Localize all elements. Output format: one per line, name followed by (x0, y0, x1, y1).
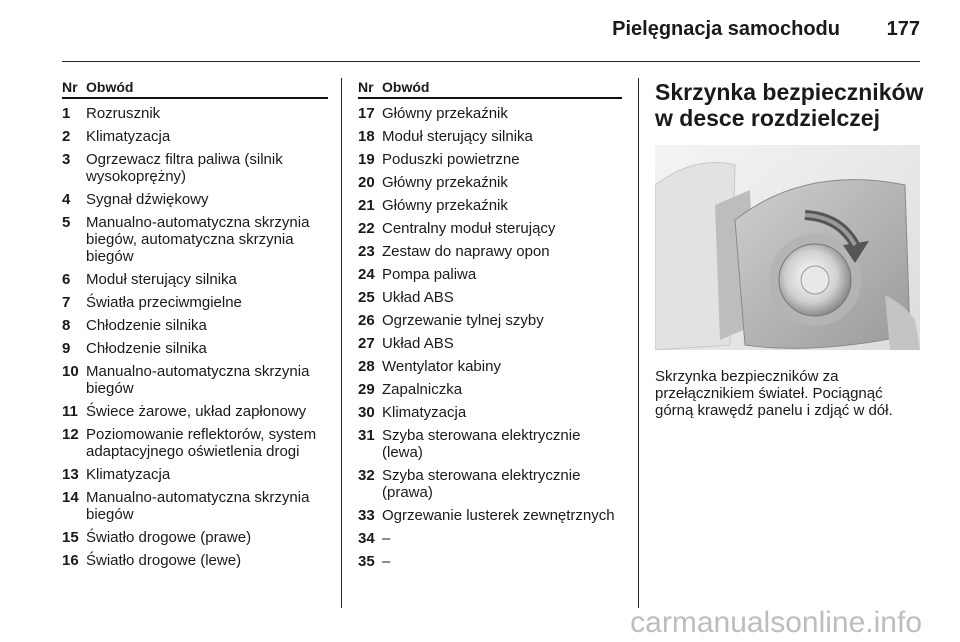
table-row (62, 363, 328, 397)
table-row (358, 128, 622, 145)
fuse-number: 6 (62, 271, 71, 288)
fuse-box-drawing (655, 145, 920, 350)
fuse-circuit: Główny przekaźnik (382, 105, 508, 122)
fuse-number: 29 (358, 381, 375, 398)
fuse-number: 26 (358, 312, 375, 329)
fuse-circuit: Poduszki powietrzne (382, 151, 520, 168)
fuse-circuit: Poziomowanie reflektorów, system adaptacyjnego oświetlenia drogi (86, 426, 317, 460)
fuse-number: 2 (62, 128, 71, 145)
fuse-number: 17 (358, 105, 375, 122)
table-row (358, 174, 622, 191)
fuse-circuit: Szyba sterowana elektrycznie (prawa) (382, 467, 581, 501)
table-row (62, 529, 328, 546)
fuse-number: 3 (62, 151, 71, 168)
column-divider-right (638, 78, 639, 608)
fuse-number: 4 (62, 191, 71, 208)
fuse-circuit: Ogrzewanie tylnej szyby (382, 312, 544, 329)
table-row (358, 105, 622, 122)
fuse-number: 15 (62, 529, 79, 546)
fuse-circuit: Światło drogowe (prawe) (86, 529, 252, 546)
table-row (62, 317, 328, 334)
table-header (62, 79, 328, 99)
column-divider-left (341, 78, 342, 608)
fuse-circuit: Rozrusznik (86, 105, 161, 122)
fuse-circuit: Główny przekaźnik (382, 174, 508, 191)
table-row (358, 427, 622, 461)
fuse-number: 12 (62, 426, 79, 443)
fuse-circuit: Główny przekaźnik (382, 197, 508, 214)
fuse-number: 27 (358, 335, 375, 352)
fuse-circuit: Ogrzewanie lusterek zewnętrznych (382, 507, 615, 524)
table-row (62, 105, 328, 122)
table-row (62, 426, 328, 460)
fuse-number: 5 (62, 214, 71, 231)
section-title (655, 79, 925, 131)
fuse-circuit: Manualno-automatyczna skrzynia biegów (86, 489, 310, 523)
page-number: 177 (886, 18, 920, 40)
fuse-number: 33 (358, 507, 375, 524)
fuse-circuit: Układ ABS (382, 289, 454, 306)
table-row (62, 151, 328, 185)
fuse-table-right (358, 79, 622, 570)
table-row (62, 466, 328, 483)
fuse-circuit: Chłodzenie silnika (86, 317, 207, 334)
table-row (358, 312, 622, 329)
table-row (358, 381, 622, 398)
fuse-number: 18 (358, 128, 375, 145)
header-circuit: Obwód (86, 79, 134, 95)
table-row (358, 220, 622, 237)
fuse-circuit: Klimatyzacja (86, 128, 171, 145)
fuse-number: 8 (62, 317, 71, 334)
fuse-number: 32 (358, 467, 375, 484)
table-row (358, 530, 622, 547)
fuse-number: 24 (358, 266, 375, 283)
fuse-circuit: Zapalniczka (382, 381, 463, 398)
table-row (358, 243, 622, 260)
fuse-circuit: Światła przeciwmgielne (86, 294, 242, 311)
fuse-number: 22 (358, 220, 375, 237)
fuse-circuit: Pompa paliwa (382, 266, 477, 283)
fuse-number: 11 (62, 403, 78, 420)
table-row (62, 340, 328, 357)
fuse-circuit: Klimatyzacja (382, 404, 467, 421)
table-row (358, 151, 622, 168)
section-title-line1: Skrzynka bezpieczników (655, 79, 924, 105)
header-nr: Nr (62, 79, 78, 95)
fuse-number: 21 (358, 197, 375, 214)
fuse-circuit: Świece żarowe, układ zapłonowy (86, 403, 307, 420)
fuse-circuit: Światło drogowe (lewe) (86, 552, 242, 569)
table-row (62, 552, 328, 569)
table-row (358, 553, 622, 570)
fuse-circuit: – (382, 553, 391, 570)
fuse-number: 16 (62, 552, 79, 569)
section-title-line2: w desce rozdzielczej (655, 105, 880, 131)
table-row (62, 191, 328, 208)
table-header (358, 79, 622, 99)
fuse-circuit: Szyba sterowana elektrycznie (lewa) (382, 427, 581, 461)
fuse-number: 9 (62, 340, 71, 357)
watermark: carmanualsonline.info (630, 606, 922, 639)
table-row (358, 507, 622, 524)
fuse-box-illustration (655, 145, 920, 350)
fuse-number: 20 (358, 174, 375, 191)
header-nr: Nr (358, 79, 374, 95)
fuse-number: 13 (62, 466, 79, 483)
table-row (62, 214, 328, 265)
fuse-circuit: Moduł sterujący silnika (382, 128, 533, 145)
fuse-number: 1 (62, 105, 71, 122)
page-title: Pielęgnacja samochodu (612, 18, 840, 40)
fuse-circuit: Wentylator kabiny (382, 358, 501, 375)
fuse-circuit: Sygnał dźwiękowy (86, 191, 209, 208)
table-row (62, 294, 328, 311)
fuse-number: 23 (358, 243, 375, 260)
fuse-circuit: – (382, 530, 391, 547)
fuse-table-left (62, 79, 328, 569)
header-circuit: Obwód (382, 79, 430, 95)
fuse-number: 31 (358, 427, 375, 444)
table-row (62, 489, 328, 523)
fuse-circuit: Centralny moduł sterujący (382, 220, 556, 237)
table-row (358, 197, 622, 214)
fuse-number: 19 (358, 151, 375, 168)
table-row (358, 289, 622, 306)
table-row (62, 271, 328, 288)
fuse-box-section (655, 79, 925, 419)
fuse-number: 34 (358, 530, 375, 547)
table-row (62, 128, 328, 145)
fuse-number: 30 (358, 404, 375, 421)
fuse-circuit: Ogrzewacz filtra paliwa (silnik wysokoprężny) (86, 151, 283, 185)
fuse-circuit: Moduł sterujący silnika (86, 271, 237, 288)
fuse-number: 14 (62, 489, 79, 506)
fuse-number: 10 (62, 363, 79, 380)
figure-caption: Skrzynka bezpieczników za przełącznikiem świateł. Pociągnąć górną krawędź panelu i zdjąć w dół. (655, 368, 893, 419)
fuse-number: 35 (358, 553, 375, 570)
table-row (62, 403, 328, 420)
table-row (358, 358, 622, 375)
table-row (358, 404, 622, 421)
fuse-number: 25 (358, 289, 375, 306)
fuse-number: 28 (358, 358, 375, 375)
table-row (358, 467, 622, 501)
table-row (358, 335, 622, 352)
fuse-number: 7 (62, 294, 71, 311)
fuse-circuit: Klimatyzacja (86, 466, 171, 483)
fuse-circuit: Układ ABS (382, 335, 454, 352)
table-row (358, 266, 622, 283)
header-divider (62, 61, 920, 62)
fuse-circuit: Zestaw do naprawy opon (382, 243, 550, 260)
fuse-circuit: Chłodzenie silnika (86, 340, 207, 357)
fuse-circuit: Manualno-automatyczna skrzynia biegów (86, 363, 310, 397)
fuse-circuit: Manualno-automatyczna skrzynia biegów, automatyczna skrzynia biegów (86, 214, 310, 265)
